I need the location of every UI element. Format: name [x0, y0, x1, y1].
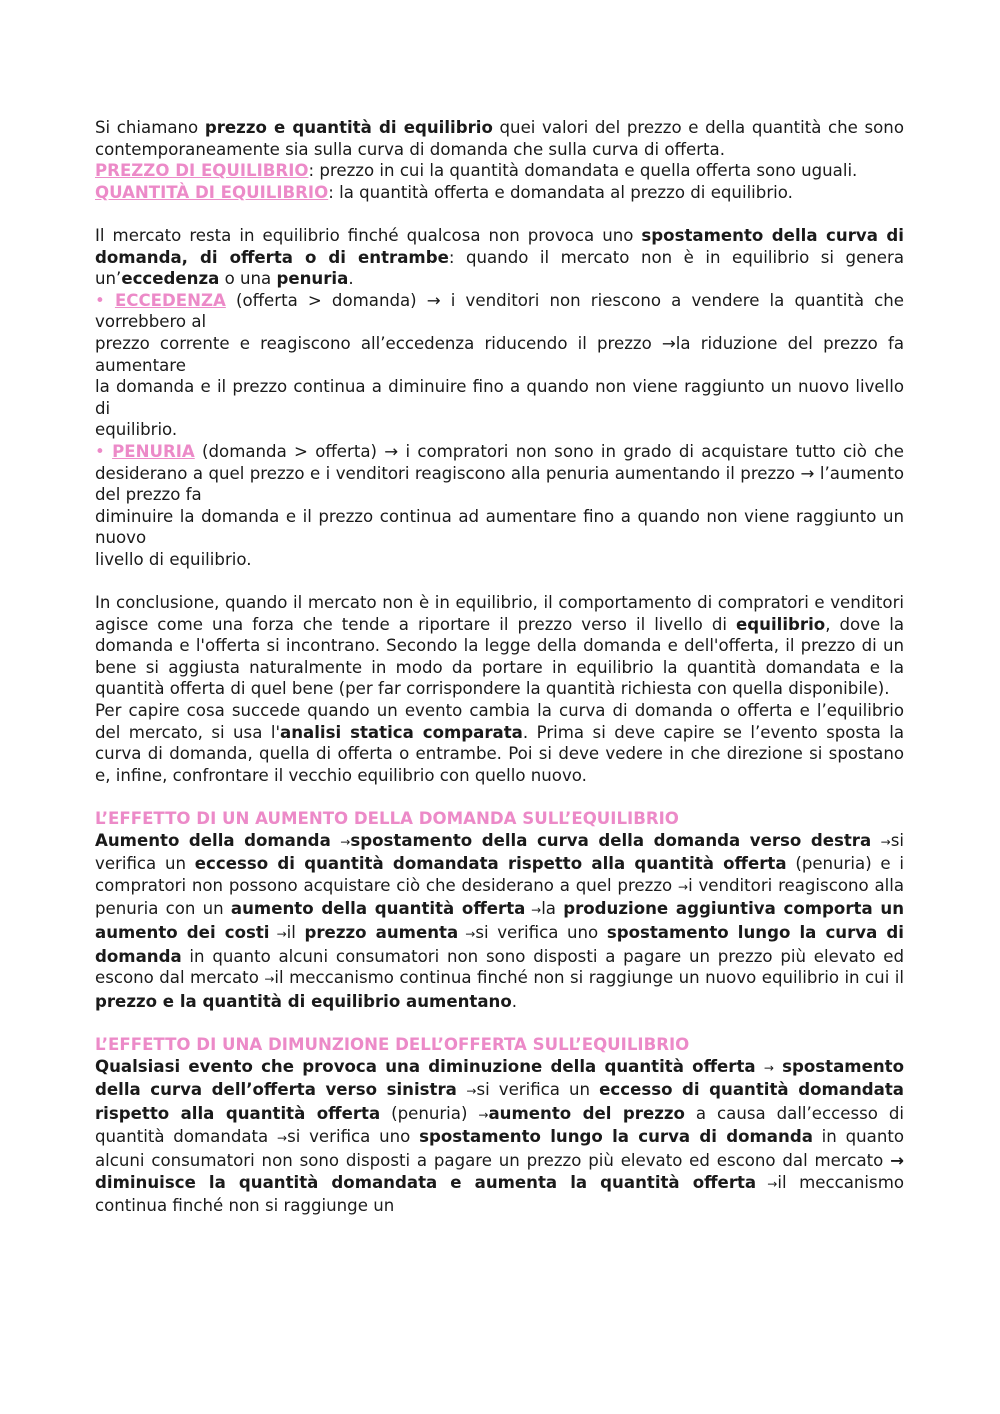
bold-text: spostamento della curva dell’offerta verso sinistra [95, 1056, 904, 1100]
text: il meccanismo continua finché non si raggiunge un [95, 1172, 905, 1216]
bullet-icon: • [95, 441, 105, 461]
text: Il mercato resta in equilibrio finché qualcosa non provoca uno [95, 225, 642, 245]
arrow-icon: → [525, 903, 542, 918]
text: quei valori del prezzo e della quantità che sono contemporaneamente sia sulla curva di domanda che sulla curva di offerta. [95, 118, 904, 159]
arrow-icon: → [478, 1107, 489, 1122]
arrow-icon: → [763, 1060, 774, 1075]
arrow-icon: → [756, 1176, 778, 1191]
equilibrium-definition [95, 117, 904, 160]
bold-text: aumento del prezzo [488, 1103, 685, 1123]
text: si verifica uno [287, 1127, 420, 1147]
section-heading-supply-decrease: L’EFFETTO DI UNA DIMUNZIONE DELL’OFFERTA SULL’EQUILIBRIO [95, 1034, 690, 1054]
bold-text: prezzo e quantità di equilibrio [204, 118, 493, 137]
arrow-icon: → [678, 879, 689, 894]
comparative-statics-paragraph [95, 700, 904, 786]
text: la [541, 899, 564, 919]
bold-text: equilibrio [736, 614, 826, 634]
bold-text: prezzo aumenta [304, 922, 459, 942]
bold-text: spostamento della curva della domanda verso destra [350, 830, 881, 850]
equilibrium-quantity-definition [95, 182, 904, 204]
paragraph-gap [95, 1012, 904, 1034]
text: si verifica un [476, 1080, 600, 1100]
market-shift-paragraph [95, 225, 904, 290]
text: o una [219, 269, 277, 289]
text: in quanto alcuni consumatori non sono disposti a pagare un prezzo più elevato ed escono dal mercato [95, 946, 904, 988]
term-penuria: PENURIA [112, 441, 195, 461]
text: : la quantità offerta e domandata al prezzo di equilibrio. [328, 182, 793, 202]
document-page [95, 117, 904, 1217]
text: . Prima si deve capire se l’evento sposta la curva di domanda, quella di offerta o entrambe. Poi si deve vedere in che direzione si spostano e, infine, confrontare il vecchio equilibrio con quello nuovo. [95, 722, 905, 785]
text: in quanto alcuni consumatori non sono disposti a pagare un prezzo più elevato ed escono dal mercato [95, 1127, 904, 1170]
text: a causa dall’eccesso di quantità domandata [95, 1103, 905, 1147]
bold-text: penuria [276, 269, 349, 289]
arrow-icon: → [269, 926, 287, 941]
text: (domanda > offerta) → i compratori non sono in grado di acquistare tutto ciò che desiderano a quel prezzo e i venditori reagiscono alla penuria aumentando il prezzo → l’aumento del prezzo fa [95, 441, 904, 505]
bold-text: spostamento della curva di domanda, di offerta o di entrambe [95, 225, 904, 267]
text: : quando il mercato non è in equilibrio si genera un’ [95, 247, 905, 289]
term-eccedenza: ECCEDENZA [114, 290, 226, 310]
term-equilibrium-quantity: QUANTITÀ DI EQUILIBRIO [95, 182, 329, 202]
bullet-icon: • [95, 290, 105, 310]
text: si verifica uno [475, 922, 607, 942]
penuria-bullet-line1 [95, 441, 904, 506]
text: , dove la domanda e l'offerta si incontrano. Secondo la legge della domanda e dell'offerta, il prezzo di un bene si aggiusta naturalmente in modo da portare in equilibrio la quantità domandata e la quantità offerta di quel bene (per far corrispondere la quantità richiesta con quella disponibile). [95, 614, 904, 699]
arrow-icon: → [340, 834, 351, 849]
bold-text: eccedenza [121, 269, 220, 289]
bold-text: eccesso di quantità domandata rispetto alla quantità offerta [95, 1080, 904, 1123]
equilibrium-price-definition [95, 160, 904, 182]
paragraph-gap [95, 570, 904, 592]
bold-text: analisi statica comparata [280, 722, 523, 742]
bold-text: eccesso di quantità domandata rispetto alla quantità offerta [194, 854, 787, 874]
eccedenza-bullet-line2: prezzo corrente e reagiscono all’eccedenza riducendo il prezzo →la riduzione del prezzo fa aumentare [95, 333, 904, 375]
arrow-icon: → [458, 926, 476, 941]
bold-text: Qualsiasi evento che provoca una diminuzione della quantità offerta [95, 1056, 764, 1076]
bold-text: spostamento lungo la curva di domanda [95, 922, 904, 966]
arrow-icon: → [264, 972, 275, 987]
demand-increase-paragraph [95, 830, 904, 1013]
arrow-icon: → [466, 1084, 477, 1099]
text: (penuria) [380, 1103, 479, 1123]
text: Si chiamano [95, 118, 205, 137]
text: . [348, 269, 354, 289]
supply-decrease-paragraph [95, 1056, 904, 1217]
eccedenza-bullet-line4: equilibrio. [95, 420, 178, 440]
bold-text: produzione aggiuntiva comporta un aumento dei costi [95, 899, 905, 942]
text: (penuria) e i compratori non possono acquistare ciò che desiderano a quel prezzo [95, 854, 905, 895]
text: . [511, 991, 518, 1011]
eccedenza-bullet-line3: la domanda e il prezzo continua a diminuire fino a quando non viene raggiunto un nuovo livello di [95, 377, 904, 418]
text: Per capire cosa succede quando un evento cambia la curva di domanda o offerta e l’equilibrio del mercato, si usa l' [95, 701, 904, 742]
text: In conclusione, quando il mercato non è in equilibrio, il comportamento di compratori e venditori agisce come una forza che tende a riportare il prezzo verso il livello di [95, 593, 904, 634]
text: i venditori reagiscono alla penuria con un [95, 875, 905, 919]
bold-text: aumento della quantità offerta [230, 899, 526, 919]
text: : prezzo in cui la quantità domandata e quella offerta sono uguali. [308, 161, 858, 181]
bold-text: → diminuisce la quantità domandata e aumenta la quantità offerta [95, 1150, 904, 1192]
arrow-icon: → [880, 834, 891, 849]
bold-text: Aumento della domanda [95, 830, 341, 850]
text: il meccanismo continua finché non si raggiunge un nuovo equilibrio in cui il [274, 968, 904, 988]
text: si verifica un [95, 830, 904, 874]
conclusion-paragraph [95, 592, 904, 700]
penuria-bullet-line3: livello di equilibrio. [95, 549, 252, 569]
section-heading-demand-increase: L’EFFETTO DI UN AUMENTO DELLA DOMANDA SULL’EQUILIBRIO [95, 809, 679, 828]
term-equilibrium-price: PREZZO DI EQUILIBRIO [95, 161, 309, 181]
penuria-bullet-line2: diminuire la domanda e il prezzo continua ad aumentare fino a quando non viene raggiunto un nuovo [95, 506, 904, 548]
bold-text: spostamento lungo la curva di domanda [419, 1127, 813, 1147]
paragraph-gap [95, 203, 904, 225]
arrow-icon: → [277, 1131, 288, 1146]
text: (offerta > domanda) → i venditori non riescono a vendere la quantità che vorrebbero al [95, 290, 904, 332]
text: il [286, 922, 305, 942]
eccedenza-bullet-line1 [95, 290, 904, 333]
bold-text: prezzo e la quantità di equilibrio aumentano [95, 991, 512, 1011]
paragraph-gap [95, 786, 904, 808]
